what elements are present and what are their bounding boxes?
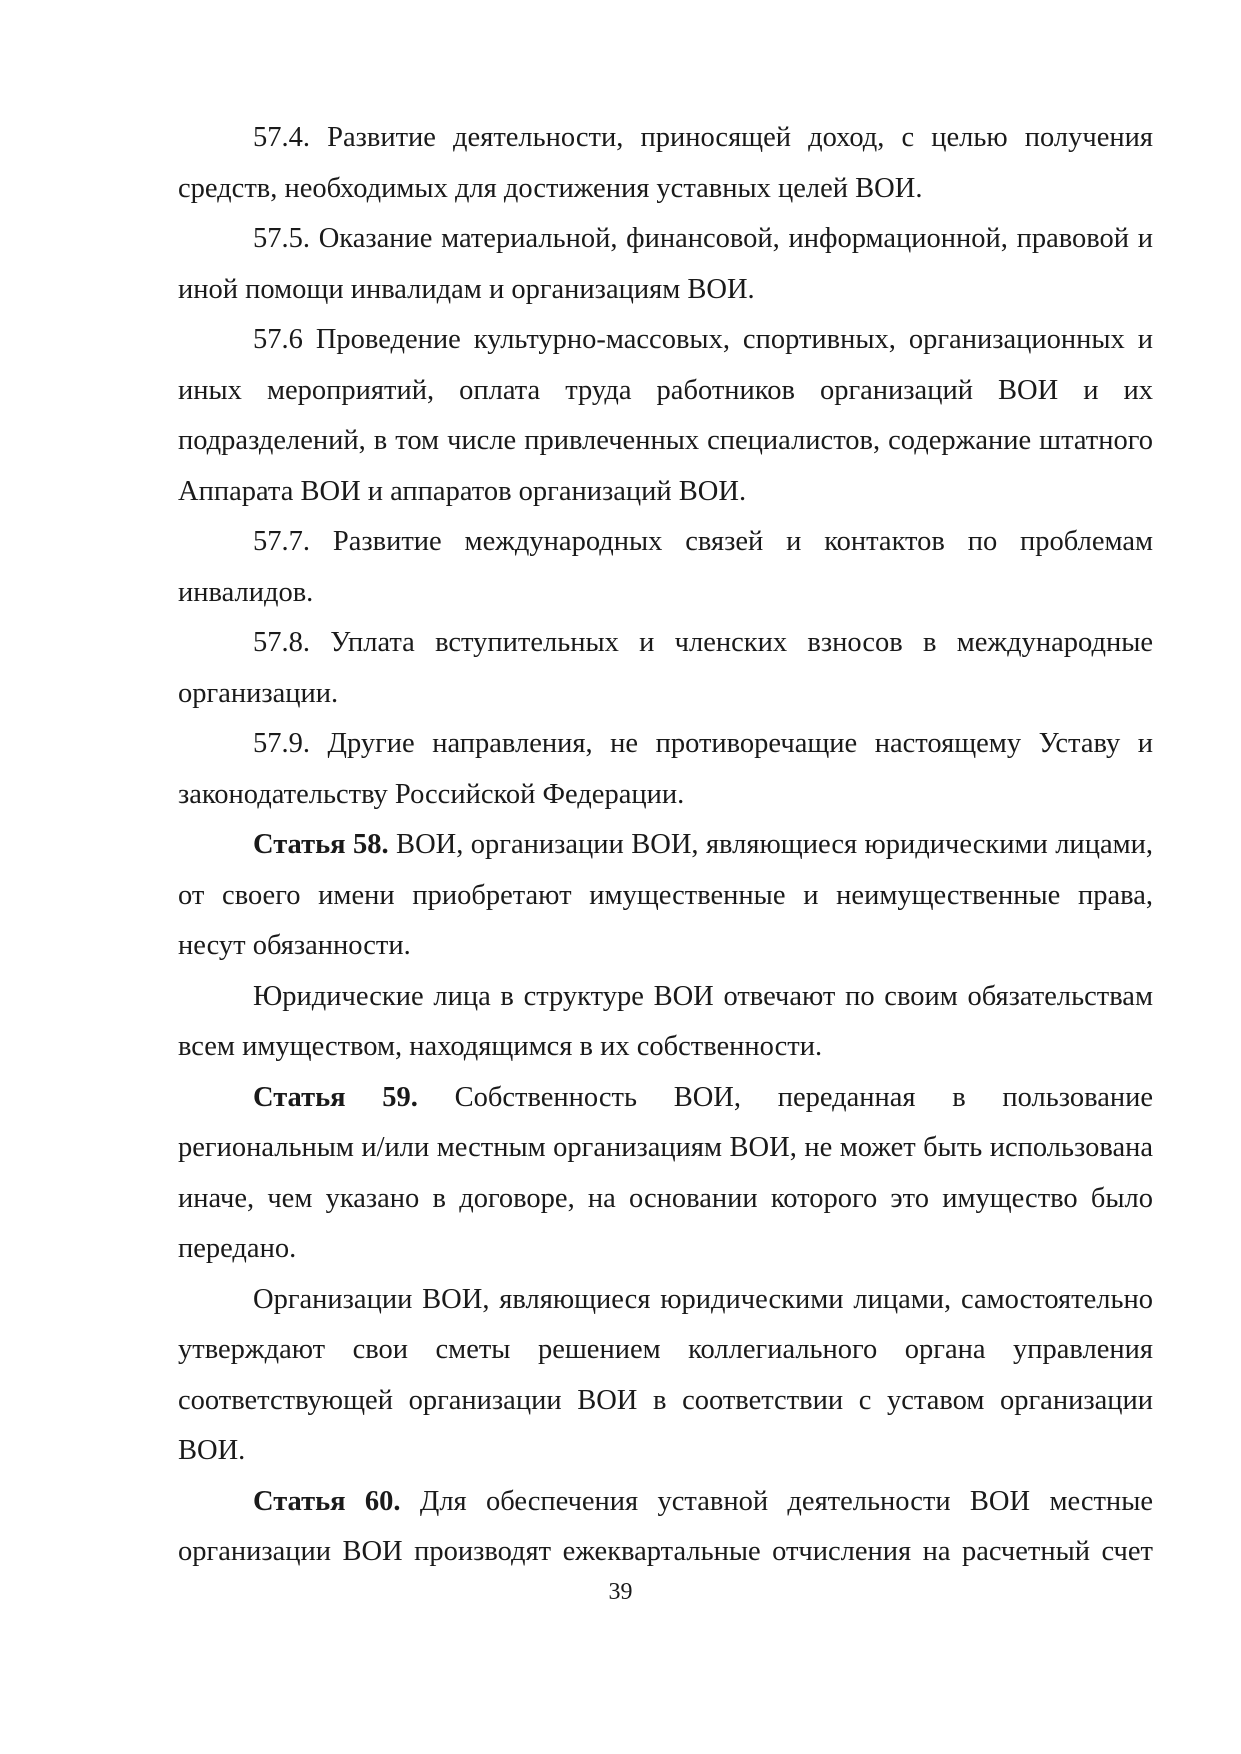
document-body bbox=[178, 113, 1153, 1578]
article-60 bbox=[178, 1477, 1153, 1578]
article-59-paragraph-2 bbox=[178, 1275, 1153, 1477]
paragraph-text: 57.4. Развитие деятельности, приносящей доход, с целью получения средств, необходимых для достижения уставных целей ВОИ. bbox=[178, 122, 1153, 204]
paragraph-57-7 bbox=[178, 517, 1153, 618]
article-heading: Статья 60. bbox=[253, 1485, 401, 1517]
paragraph-text: Собственность ВОИ, переданная в пользование региональным и/или местным организациям ВОИ, не может быть использована иначе, чем указано в договоре, на основании которого это имущество было передано. bbox=[178, 1081, 1153, 1264]
paragraph-text: Организации ВОИ, являющиеся юридическими лицами, самостоятельно утверждают свои сметы решением коллегиального органа управления соответствующей организации ВОИ в соответствии с уставом организации ВОИ. bbox=[178, 1283, 1153, 1466]
article-heading: Статья 58. bbox=[253, 829, 389, 860]
paragraph-text: Для обеспечения уставной деятельности ВОИ местные организации ВОИ производят ежеквартальные отчисления на расчетный счет bbox=[178, 1485, 1153, 1567]
paragraph-text: 57.8. Уплата вступительных и членских взносов в международные организации. bbox=[178, 627, 1153, 709]
paragraph-57-6 bbox=[178, 315, 1153, 517]
paragraph-57-9 bbox=[178, 719, 1153, 820]
page-number: 39 bbox=[608, 1579, 633, 1605]
paragraph-57-5 bbox=[178, 214, 1153, 315]
paragraph-text: 57.6 Проведение культурно-массовых, спортивных, организационных и иных мероприятий, оплата труда работников организаций ВОИ и их подразделений, в том числе привлеченных специалистов, содержание штатного Аппарата ВОИ и аппаратов организаций ВОИ. bbox=[178, 324, 1153, 507]
paragraph-57-4 bbox=[178, 113, 1153, 214]
article-59 bbox=[178, 1073, 1153, 1275]
paragraph-text: 57.9. Другие направления, не противоречащие настоящему Уставу и законодательству Российской Федерации. bbox=[178, 728, 1153, 810]
article-heading: Статья 59. bbox=[253, 1081, 418, 1113]
paragraph-text: 57.7. Развитие международных связей и контактов по проблемам инвалидов. bbox=[178, 526, 1153, 608]
article-58 bbox=[178, 820, 1153, 972]
paragraph-text: ВОИ, организации ВОИ, являющиеся юридическими лицами, от своего имени приобретают имущественные и неимущественные права, несут обязанности. bbox=[178, 829, 1154, 961]
article-58-paragraph-2 bbox=[178, 972, 1153, 1073]
paragraph-text: Юридические лица в структуре ВОИ отвечают по своим обязательствам всем имуществом, находящимся в их собственности. bbox=[178, 980, 1153, 1062]
paragraph-57-8 bbox=[178, 618, 1153, 719]
paragraph-text: 57.5. Оказание материальной, финансовой, информационной, правовой и иной помощи инвалидам и организациям ВОИ. bbox=[178, 223, 1153, 305]
